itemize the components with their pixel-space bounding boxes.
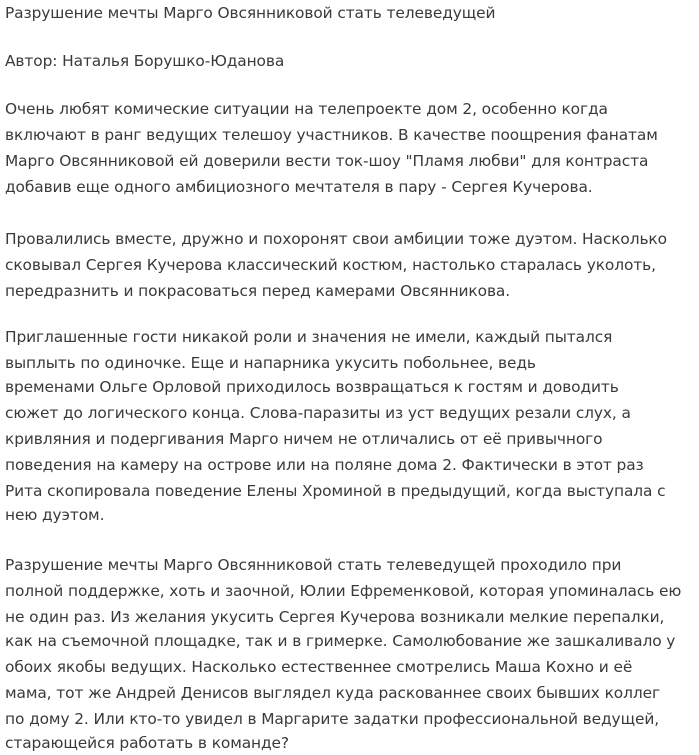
paragraph-line: обоих якобы ведущих. Насколько естественнее смотрелись Маша Кохно и её <box>5 658 633 676</box>
paragraph-line: мама, тот же Андрей Денисов выглядел куда раскованнее своих бывших коллег <box>5 684 660 702</box>
paragraph-line: передразнить и покрасоваться перед камерами Овсянникова. <box>5 282 511 300</box>
paragraph-line: сюжет до логического конца. Слова-паразиты из уст ведущих резали слух, а <box>5 404 631 422</box>
paragraph-line: кривляния и подергивания Марго ничем не отличались от её привычного <box>5 430 603 448</box>
paragraph-line: Приглашенные гости никакой роли и значения не имели, каждый пытался <box>5 328 613 346</box>
paragraph-line: старающейся работать в команде? <box>5 734 289 752</box>
paragraph-line: Разрушение мечты Марго Овсянниковой стать телеведущей проходило при <box>5 556 622 574</box>
paragraph-line: Марго Овсянниковой ей доверили вести ток-шоу "Пламя любви" для контраста <box>5 152 649 170</box>
paragraph-line: включают в ранг ведущих телешоу участников. В качестве поощрения фанатам <box>5 126 658 144</box>
paragraph-line: полной поддержке, хоть и заочной, Юлии Ефременковой, которая упоминалась ею <box>5 582 682 600</box>
paragraph-line: не один раз. Из желания укусить Сергея Кучерова возникали мелкие перепалки, <box>5 608 665 626</box>
paragraph-line: Очень любят комические ситуации на телепроекте дом 2, особенно когда <box>5 100 608 118</box>
article-author: Автор: Наталья Борушко-Юданова <box>5 52 285 70</box>
paragraph-line: сковывал Сергея Кучерова классический костюм, настолько старалась уколоть, <box>5 256 656 274</box>
paragraph-line: поведения на камеру на острове или на поляне дома 2. Фактически в этот раз <box>5 456 644 474</box>
paragraph-line: как на съемочной площадке, так и в гримерке. Самолюбование же зашкаливало у <box>5 632 676 650</box>
paragraph-line: Рита скопировала поведение Елены Хроминой в предыдущий, когда выступала с <box>5 482 666 500</box>
paragraph-line: добавив еще одного амбициозного мечтателя в пару - Сергея Кучерова. <box>5 178 593 196</box>
paragraph-line: выплыть по одиночке. Еще и напарника укусить побольнее, ведь <box>5 354 536 372</box>
article-title: Разрушение мечты Марго Овсянниковой стать телеведущей <box>5 4 496 22</box>
paragraph-line: нею дуэтом. <box>5 506 105 524</box>
paragraph-line: Провалились вместе, дружно и похоронят свои амбиции тоже дуэтом. Насколько <box>5 230 667 248</box>
paragraph-line: временами Ольге Орловой приходилось возвращаться к гостям и доводить <box>5 378 619 396</box>
paragraph-line: по дому 2. Или кто-то увидел в Маргарите задатки профессиональной ведущей, <box>5 710 660 728</box>
